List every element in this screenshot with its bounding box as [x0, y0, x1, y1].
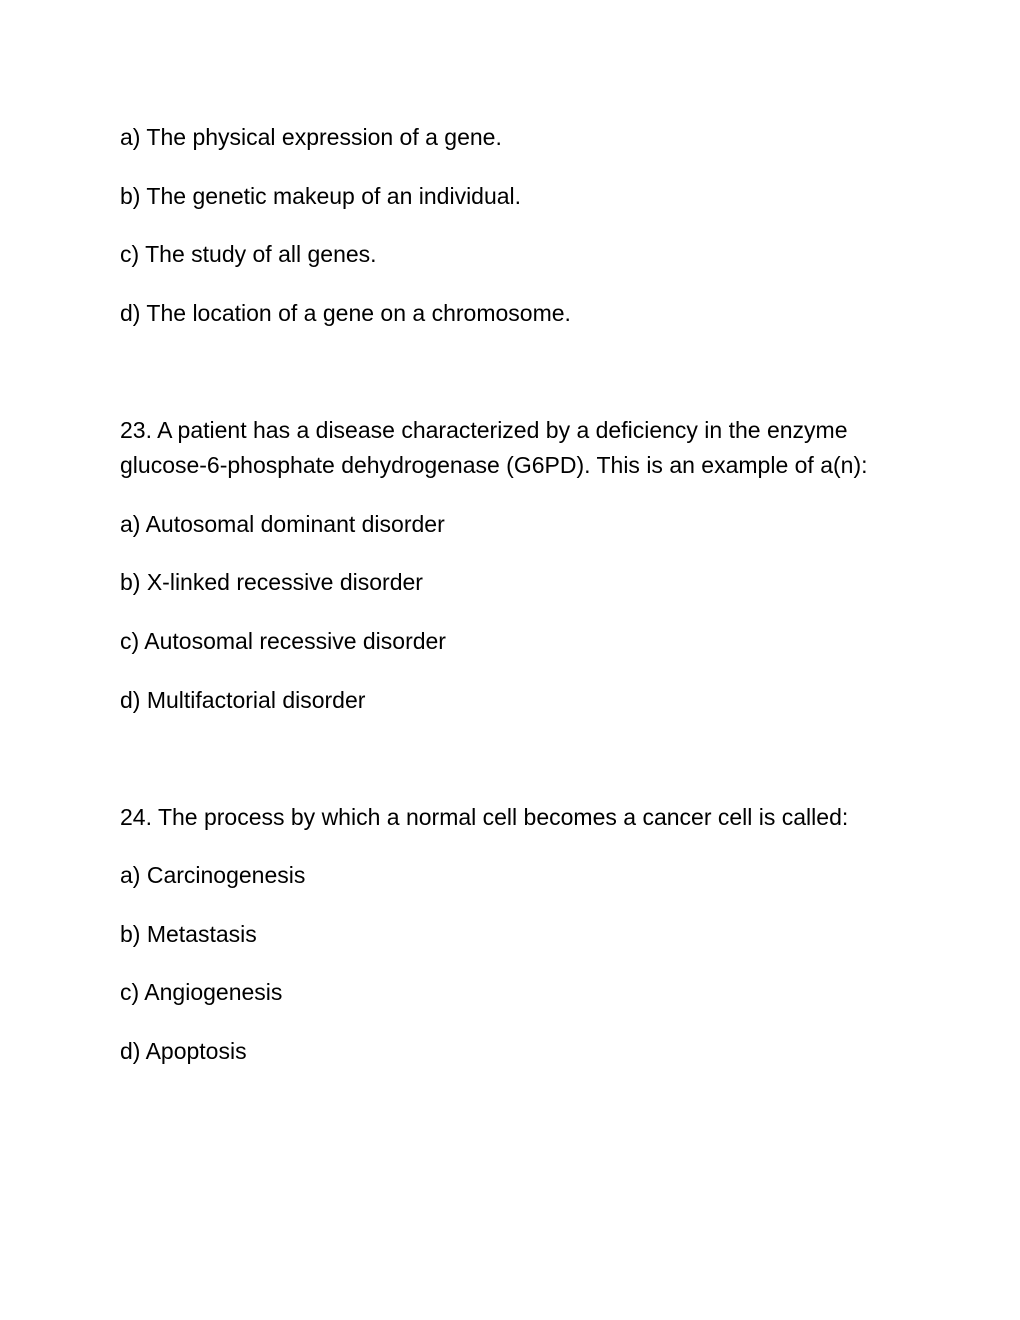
answer-option-c: c) Angiogenesis	[120, 979, 283, 1005]
answer-option-d: d) Apoptosis	[120, 1038, 247, 1064]
answer-option-b: b) X-linked recessive disorder	[120, 569, 423, 595]
answer-option-b: b) The genetic makeup of an individual.	[120, 183, 522, 209]
question-23-stem-line-2: glucose-6-phosphate dehydrogenase (G6PD). This is an example of a(n):	[120, 452, 868, 478]
answer-option-a: a) Carcinogenesis	[120, 862, 306, 888]
answer-option-d: d) The location of a gene on a chromosome.	[120, 300, 571, 326]
answer-option-b: b) Metastasis	[120, 921, 257, 947]
answer-option-a: a) Autosomal dominant disorder	[120, 511, 445, 537]
question-23-stem-line-1: 23. A patient has a disease characterized by a deficiency in the enzyme	[120, 417, 848, 443]
answer-option-d: d) Multifactorial disorder	[120, 687, 366, 713]
answer-option-c: c) The study of all genes.	[120, 241, 377, 267]
answer-option-a: a) The physical expression of a gene.	[120, 124, 502, 150]
question-24-stem: 24. The process by which a normal cell becomes a cancer cell is called:	[120, 804, 849, 830]
answer-option-c: c) Autosomal recessive disorder	[120, 628, 446, 654]
